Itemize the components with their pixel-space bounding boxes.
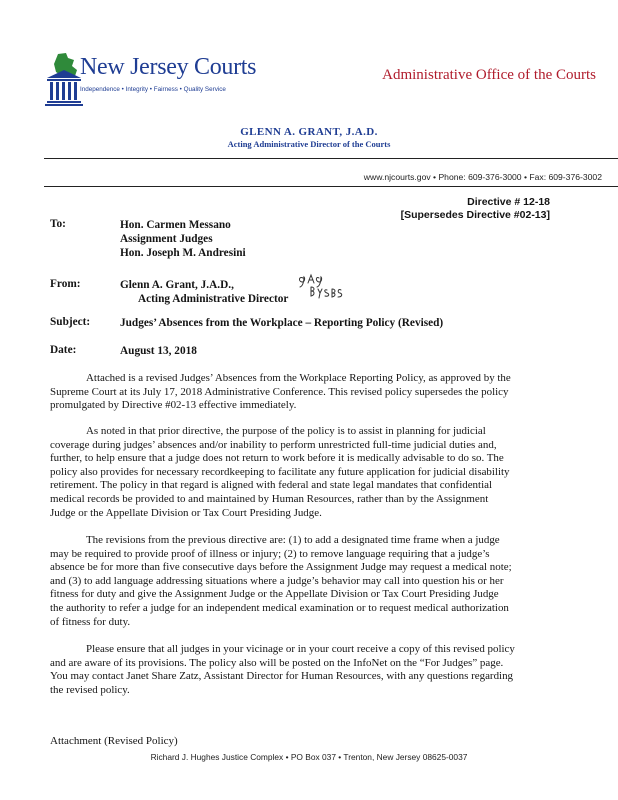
text-line: absence be for more than five consecutive days before the Assignment Judge may request a medical note;: [50, 561, 512, 574]
director-title: Acting Administrative Director of the Courts: [227, 139, 391, 149]
courthouse-columns-logo-icon: [44, 52, 84, 108]
text-line: fitness for duty and give the Assignment Judge or the Appellate Division or Tax Court Presiding Judge: [50, 588, 499, 601]
body-paragraph-4: [50, 643, 576, 697]
from-sender: [120, 278, 288, 306]
to-line: Hon. Carmen Messano: [120, 219, 231, 231]
text-line: medical records be provided to and maintained by Human Resources, rather than by the Assignment: [50, 492, 489, 505]
body-paragraph-1: [50, 372, 576, 413]
text-line: Supreme Court at its July 17, 2018 Administrative Conference. This revised policy supersedes the policy: [50, 385, 509, 398]
text-line: and are aware of its provisions. The policy also will be posted on the InfoNet on the “For Judges” page.: [50, 656, 504, 669]
text-line: You may contact Janet Share Zatz, Assistant Director for Human Resources, with any questions regarding: [50, 670, 514, 683]
org-name: New Jersey Courts: [80, 54, 257, 80]
org-tagline: Independence • Integrity • Fairness • Quality Service: [80, 86, 226, 93]
text-line: Attached is a revised Judges’ Absences from the Workplace Reporting Policy, as approved by the: [86, 372, 511, 384]
to-line: Assignment Judges: [120, 233, 213, 245]
contact-divider: [44, 186, 618, 187]
subject-label: Subject:: [50, 316, 91, 328]
director-block: [0, 126, 618, 149]
body-paragraph-2: [50, 425, 576, 520]
text-line: As noted in that prior directive, the purpose of the policy is to assist in planning for judicial: [86, 425, 486, 437]
director-name: GLENN A. GRANT, J.A.D.: [240, 126, 378, 138]
from-line: Acting Administrative Director: [138, 293, 289, 305]
text-line: policy also provides for necessary recordkeeping to facilitate any future application for judicial disability: [50, 465, 510, 478]
office-name: Administrative Office of the Courts: [382, 67, 596, 83]
date-text: August 13, 2018: [120, 345, 197, 357]
handwritten-initials-icon: [296, 272, 344, 302]
text-line: of fitness for duty.: [50, 615, 131, 628]
from-line: Glenn A. Grant, J.A.D.,: [120, 279, 234, 291]
text-line: coverage during judges’ absences and/or inability to perform unrestricted full-time judicial duties and,: [50, 438, 497, 451]
text-line: The revisions from the previous directive are: (1) to add a designated time frame when a judge: [86, 534, 500, 546]
text-line: retirement. The policy in that regard is aligned with federal and state legal mandates that confidential: [50, 479, 492, 492]
text-line: Judge or the Appellate Division or Tax Court Presiding Judge.: [50, 506, 322, 519]
footer-address: Richard J. Hughes Justice Complex • PO Box 037 • Trenton, New Jersey 08625-0037: [150, 752, 468, 762]
text-line: may be required to provide proof of illness or injury; (2) to remove language requiring that a judge’s: [50, 547, 490, 560]
text-line: the revised policy.: [50, 683, 130, 696]
header-divider: [44, 158, 618, 159]
directive-number: Directive # 12-18: [467, 196, 550, 208]
nj-courts-logo: [44, 52, 294, 110]
body-paragraph-3: [50, 534, 576, 629]
to-line: Hon. Joseph M. Andresini: [120, 247, 246, 259]
date-label: Date:: [50, 344, 77, 356]
subject-text: Judges’ Absences from the Workplace – Reporting Policy (Revised): [120, 317, 444, 329]
to-label: To:: [50, 218, 66, 230]
to-recipients: [120, 218, 246, 260]
text-line: Please ensure that all judges in your vicinage or in your court receive a copy of this revised policy: [86, 643, 515, 655]
text-line: further, to help ensure that a judge does not return to work before it is medically advisable to do so. The: [50, 452, 504, 465]
text-line: promulgated by Directive #02-13 effective immediately.: [50, 399, 297, 412]
from-label: From:: [50, 278, 81, 290]
directive-supersedes: [Supersedes Directive #02-13]: [400, 209, 550, 221]
attachment-note: Attachment (Revised Policy): [50, 735, 178, 747]
text-line: and (3) to add language addressing situations where a judge’s behavior may call into question his or her: [50, 574, 504, 587]
contact-line: www.njcourts.gov • Phone: 609-376-3000 • Fax: 609-376-3002: [363, 172, 602, 182]
text-line: the authority to refer a judge for an independent medical examination or to request medical authorization: [50, 601, 509, 614]
directive-number-block: [401, 196, 550, 222]
